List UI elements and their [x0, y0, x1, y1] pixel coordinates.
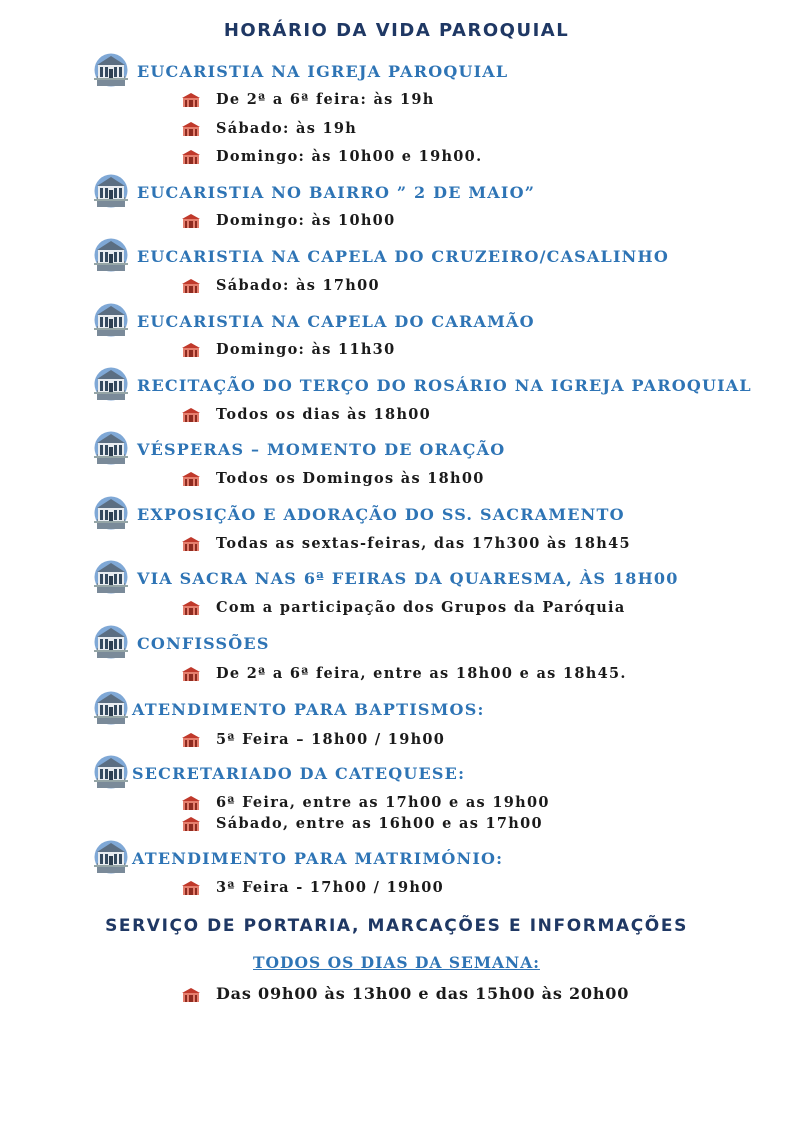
church-small-icon: [181, 600, 201, 616]
church-small-icon: [181, 342, 201, 358]
section-title: EUCARISTIA NO BAIRRO ” 2 DE MAIO”: [137, 183, 536, 202]
section-title: EUCARISTIA NA CAPELA DO CARAMÃO: [137, 312, 535, 331]
church-icon: [92, 496, 130, 530]
item-text: 5ª Feira – 18h00 / 19h00: [216, 731, 446, 748]
church-small-icon: [181, 407, 201, 423]
item-text: Das 09h00 às 13h00 e das 15h00 às 20h00: [216, 984, 630, 1003]
item-text: De 2ª a 6ª feira, entre as 18h00 e as 18h45.: [216, 665, 627, 682]
item-text: Domingo: às 11h30: [216, 341, 396, 358]
church-small-icon: [181, 278, 201, 294]
church-small-icon: [181, 536, 201, 552]
item-text: Todos os Domingos às 18h00: [216, 470, 485, 487]
section-title: SECRETARIADO DA CATEQUESE:: [132, 764, 466, 783]
page-title: HORÁRIO DA VIDA PAROQUIAL: [223, 20, 570, 41]
item-text: Com a participação dos Grupos da Paróquia: [216, 599, 626, 616]
item-text: Sábado: às 19h: [216, 120, 358, 137]
church-icon: [92, 431, 130, 465]
section-title: ATENDIMENTO PARA BAPTISMOS:: [132, 700, 485, 719]
church-small-icon: [181, 795, 201, 811]
item-text: Domingo: às 10h00: [216, 212, 396, 229]
item-text: 6ª Feira, entre as 17h00 e as 19h00: [216, 794, 550, 811]
church-icon: [92, 755, 130, 789]
church-small-icon: [181, 213, 201, 229]
church-icon: [92, 840, 130, 874]
section-title: CONFISSÕES: [137, 634, 270, 653]
section-title: EUCARISTIA NA CAPELA DO CRUZEIRO/CASALINHO: [137, 247, 669, 266]
church-icon: [92, 367, 130, 401]
section-title: EXPOSIÇÃO E ADORAÇÃO DO SS. SACRAMENTO: [137, 505, 625, 524]
section-title: RECITAÇÃO DO TERÇO DO ROSÁRIO NA IGREJA PAROQUIAL: [137, 376, 752, 395]
item-text: Domingo: às 10h00 e 19h00.: [216, 148, 483, 165]
item-text: Todas as sextas-feiras, das 17h300 às 18h45: [216, 535, 631, 552]
church-small-icon: [181, 121, 201, 137]
church-icon: [92, 53, 130, 87]
church-small-icon: [181, 816, 201, 832]
church-icon: [92, 560, 130, 594]
church-icon: [92, 174, 130, 208]
item-text: Sábado, entre as 16h00 e as 17h00: [216, 815, 543, 832]
church-icon: [92, 691, 130, 725]
church-small-icon: [181, 880, 201, 896]
church-small-icon: [181, 92, 201, 108]
item-text: 3ª Feira - 17h00 / 19h00: [216, 879, 444, 896]
church-icon: [92, 625, 130, 659]
church-small-icon: [181, 471, 201, 487]
church-small-icon: [181, 987, 201, 1003]
church-icon: [92, 303, 130, 337]
church-small-icon: [181, 149, 201, 165]
service-title: SERVIÇO DE PORTARIA, MARCAÇÕES E INFORMAÇÕES: [105, 916, 688, 936]
section-title: EUCARISTIA NA IGREJA PAROQUIAL: [137, 62, 509, 81]
church-small-icon: [181, 666, 201, 682]
section-title: ATENDIMENTO PARA MATRIMÓNIO:: [132, 849, 504, 868]
item-text: Sábado: às 17h00: [216, 277, 380, 294]
church-small-icon: [181, 732, 201, 748]
item-text: Todos os dias às 18h00: [216, 406, 432, 423]
section-title: VÉSPERAS – MOMENTO DE ORAÇÃO: [137, 440, 506, 459]
church-icon: [92, 238, 130, 272]
section-title: VIA SACRA NAS 6ª FEIRAS DA QUARESMA, ÀS 18H00: [137, 569, 679, 588]
service-subtitle: TODOS OS DIAS DA SEMANA:: [253, 953, 540, 972]
item-text: De 2ª a 6ª feira: às 19h: [216, 91, 435, 108]
